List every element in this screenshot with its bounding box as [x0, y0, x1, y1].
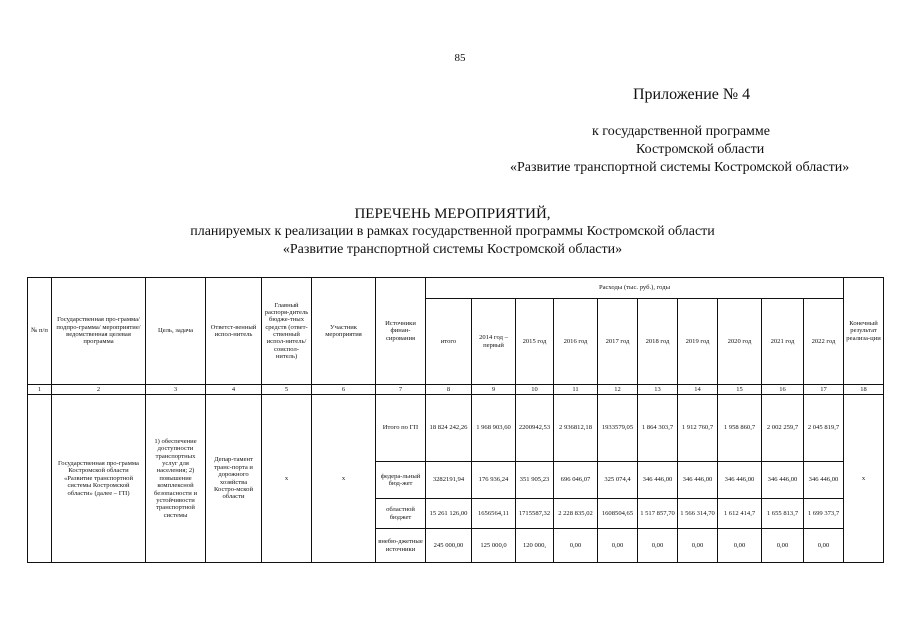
value-cell: 346 446,00	[678, 462, 718, 499]
value-cell: 1 612 414,7	[718, 499, 762, 529]
measures-table	[27, 277, 884, 563]
reference-line: к государственной программе	[592, 124, 770, 139]
column-number: 11	[554, 385, 598, 395]
column-number: 3	[146, 385, 206, 395]
table-row-total	[28, 395, 884, 462]
value-cell: 1 566 314,70	[678, 499, 718, 529]
column-number: 9	[472, 385, 516, 395]
column-number: 15	[718, 385, 762, 395]
column-number-row	[28, 385, 884, 395]
header-expenses: Расходы (тыс. руб.), годы	[426, 278, 844, 299]
source-cell: Итого по ГП	[376, 395, 426, 462]
value-cell: 0,00	[762, 529, 804, 563]
value-cell: 1715587,32	[516, 499, 554, 529]
value-cell: 346 446,00	[804, 462, 844, 499]
value-cell: 346 446,00	[762, 462, 804, 499]
value-cell: 1 517 857,70	[638, 499, 678, 529]
source-cell: областной бюджет	[376, 499, 426, 529]
column-number: 7	[376, 385, 426, 395]
header-year: 2020 год	[718, 299, 762, 385]
value-cell: 2 936812,18	[554, 395, 598, 462]
result-cell: х	[844, 395, 884, 563]
value-cell: 1933579,05	[598, 395, 638, 462]
header-goal: Цель, задача	[146, 278, 206, 385]
column-number: 8	[426, 385, 472, 395]
value-cell: 0,00	[638, 529, 678, 563]
header-sources: Источники финан-сирования	[376, 278, 426, 385]
header-participant: Участник мероприятия	[312, 278, 376, 385]
value-cell: 0,00	[678, 529, 718, 563]
header-year: 2021 год	[762, 299, 804, 385]
column-number: 14	[678, 385, 718, 395]
header-year: 2022 год	[804, 299, 844, 385]
column-number: 5	[262, 385, 312, 395]
value-cell: 346 446,00	[718, 462, 762, 499]
reference-line: «Развитие транспортной системы Костромской области»	[510, 160, 850, 175]
value-cell: 125 000,0	[472, 529, 516, 563]
value-cell: 2200942,53	[516, 395, 554, 462]
value-cell: 1608504,65	[598, 499, 638, 529]
value-cell: 120 000,	[516, 529, 554, 563]
header-year: итого	[426, 299, 472, 385]
header-chief: Главный распоря-дитель бюдже-тных средств (ответ-ственный испол-нитель/ соиспол-нитель)	[262, 278, 312, 385]
column-number: 2	[52, 385, 146, 395]
header-year: 2017 год	[598, 299, 638, 385]
document-title: ПЕРЕЧЕНЬ МЕРОПРИЯТИЙ,	[354, 206, 551, 222]
column-number: 16	[762, 385, 804, 395]
header-year: 2014 год – первый	[472, 299, 516, 385]
program-name-cell: Государственная про-грамма Костромской области «Развитие транспортной системы Костромской области» (далее – ГП)	[52, 395, 146, 563]
value-cell: 0,00	[804, 529, 844, 563]
value-cell: 2 045 819,7	[804, 395, 844, 462]
value-cell: 2 228 835,02	[554, 499, 598, 529]
column-number: 12	[598, 385, 638, 395]
value-cell: 245 000,00	[426, 529, 472, 563]
column-number: 13	[638, 385, 678, 395]
header-responsible: Ответст-венный испол-нитель	[206, 278, 262, 385]
header-year: 2018 год	[638, 299, 678, 385]
value-cell: 0,00	[718, 529, 762, 563]
header-year: 2016 год	[554, 299, 598, 385]
header-result: Конечный результат реализа-ции	[844, 278, 884, 385]
column-number: 17	[804, 385, 844, 395]
header-year: 2015 год	[516, 299, 554, 385]
row-number-cell	[28, 395, 52, 563]
value-cell: 351 905,23	[516, 462, 554, 499]
value-cell: 1 699 373,7	[804, 499, 844, 529]
table-header-row	[28, 278, 884, 299]
goal-cell: 1) обеспечение доступности транспортных услуг для населения; 2) повышение комплексной безопасности и устойчивости транспортной системы	[146, 395, 206, 563]
column-number: 4	[206, 385, 262, 395]
reference-line: Костромской области	[636, 142, 765, 157]
source-cell: федера-льный бюд-жет	[376, 462, 426, 499]
value-cell: 1 655 813,7	[762, 499, 804, 529]
value-cell: 0,00	[598, 529, 638, 563]
value-cell: 696 046,07	[554, 462, 598, 499]
participant-cell: х	[312, 395, 376, 563]
value-cell: 0,00	[554, 529, 598, 563]
column-number: 10	[516, 385, 554, 395]
value-cell: 1 912 760,7	[678, 395, 718, 462]
value-cell: 3282191,94	[426, 462, 472, 499]
header-program: Государственная про-грамма/ подпро-грамма/ мероприятие/ ведомственная целевая программа	[52, 278, 146, 385]
page-number: 85	[454, 52, 466, 64]
source-cell: внебю-джетные источники	[376, 529, 426, 563]
value-cell: 325 074,4	[598, 462, 638, 499]
value-cell: 346 446,00	[638, 462, 678, 499]
header-year: 2019 год	[678, 299, 718, 385]
chief-cell: х	[262, 395, 312, 563]
responsible-cell: Депар-тамент транс-порта и дорожного хозяйства Костро-мской области	[206, 395, 262, 563]
value-cell: 176 936,24	[472, 462, 516, 499]
column-number: 18	[844, 385, 884, 395]
column-number: 6	[312, 385, 376, 395]
value-cell: 1656564,11	[472, 499, 516, 529]
header-num: № п/п	[28, 278, 52, 385]
value-cell: 1 968 903,60	[472, 395, 516, 462]
value-cell: 1 864 303,7	[638, 395, 678, 462]
column-number: 1	[28, 385, 52, 395]
value-cell: 2 002 259,7	[762, 395, 804, 462]
document-subtitle: «Развитие транспортной системы Костромской области»	[282, 242, 623, 257]
value-cell: 15 261 126,00	[426, 499, 472, 529]
value-cell: 1 958 860,7	[718, 395, 762, 462]
value-cell: 18 824 242,26	[426, 395, 472, 462]
appendix-title: Приложение № 4	[633, 86, 751, 103]
document-subtitle: планируемых к реализации в рамках государственной программы Костромской области	[190, 224, 715, 239]
